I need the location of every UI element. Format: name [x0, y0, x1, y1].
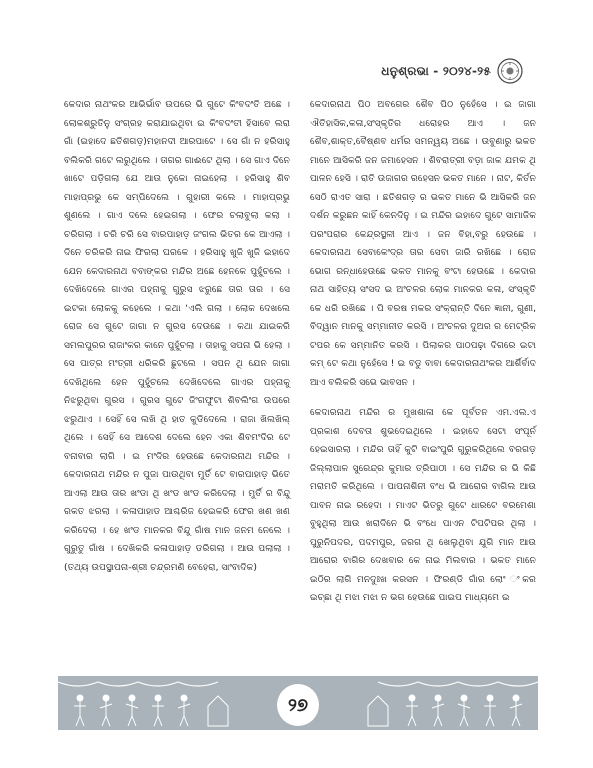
article-columns [64, 96, 536, 608]
right-paragraph: କେଦାରନାଥ ମନ୍ଦିର ର ମୁଖଶାଳା କେ ପୂର୍ବତନ ଏମ.ଏଲ.ଏ ପ୍ରକାଶ ଦେବତା ଶୁଭଦେଇଥିଲେ । ଇହାଦେ ସେଟା ସଂପୂର୍ନ ହେଇସାରଲା । ମନ୍ଦିର ତାହିଁ କୁଟି ବାଇଂପୁରି ଗୁରୁକରିଥିଲେ ବରଗଡ଼ ଜିଲ୍ଲାପାଳ ସୁରେନ୍ଦ୍ର କୁମାର ତ୍ରିପାଠୀ । ସେ ମନ୍ଦିର ର ଭି କିଛି ମରାମତି କରିଥିଲେ । ପାପନାଶିନୀ ବଂଧ ଭି ଆରୋର ବାଗିଲ ଆଉ ପାବନ ନାଇ ରହେଦା । ମାଏଟ ଭିତରୁ ଗୁଟେ ଧାରଟେ ବରମେଶା ବୁହୁଥିଲା ଆଉ ଖରାଦିନେ ଭି ବଂଧେ ପାଏନ ଟିପଟିପର ଥିଲା । ପୁରୁନିପଦର, ପଦମପୁର, ଜରଗ ଥି ଖେଲୁଥିବା ଯୁଗି ମାନ ଆଉ ଆରୋର ବାଗିର ଦେଖବାର କେ ନାଇ ମିଲବାର । ଭକତ ମାନେ ଇଠିର ଲାଗି ମନଦୁଃଖ କରସନ । ଫିରଣ୍ଡି ଗାଁର ଲୋଂ ଂକର ଇଚ୍ଛା ଥି ମଝା ମଝା ନ ଭଗ ହେଉଛେ ପାଇପ ମାଧ୍ୟମେ ଇ [310, 407, 536, 603]
right-paragraph: କେଦାରନାଥ ପିଠ ଅବଗେର ଶୈବ ପିଠ ନୁହେଁସେ । ଇ ଜାଗା ଐତିହାସିକ,କଳା,ସଂସ୍କୃତିର ଧରୋହର ଆଏ । ଜନ ଶୈବ,ଶାକ୍ତ,ବୈଷ୍ଣବ ଧର୍ମର ସମନ୍ୱୟ ଅଛେ । ଉବୁଣାରୁ ଭକତ ମାନେ ଆସିକରି ଜନ ଜମାହେସନ । ଶିବରାତ୍ରୀ ବଡ଼ା ଜାକ ଯମକ ଥି ପାଳନ ହେସି । ରାତି ଉଜାଗର ରହେସନ ଭକତ ମାନେ । ନାଟ, କିର୍ତନ ସେଠି ରାଏତ ସାରା । ଛତିଶଗଡ଼ ର ଭକତ ମାନେ ଭି ଆସିକରି ଜନ ଦର୍ଶନ କରୁଛନ କାହିଁ କେନଦିନୁ । ଇ ମନ୍ଦିର ଇହାଦେ ଗୁଟେ ସାମାଜିକ ପରଂପରାର କେନ୍ଦ୍ରସ୍ଥଳୀ ଆଏ । ଜନ ବିହା,ବରୁ ହେଉଛେ । କେଦାରନାଥ ସେବାକେଂଦ୍ର ତାର ସେବା ଜାରି ରଖିଛେ । ରୋଜ ଭୋଗ ରନ୍ଧାହେଉଛେ ଭକତ ମାନକୁ ବଂଟା ହେଉଛେ । କେଦାର ନାଥ ସାହିତ୍ୟ ସଂସଦ ଇ ଅଂଚଳର ଲୋକ ମାନକର କଳା, ସଂସ୍କୃତି କେ ଧରି ରଖିଛେ । ପି ବରଷ ମକର ସଂକ୍ରାନ୍ତି ଦିନେ ଜ୍ଞାନୀ, ଗୁଣୀ, ବିଦ୍ୱାନ ମାନକୁ ସମ୍ମାନୀତ କରସି । ଅଂଚଳର ଦୁଅର ର ମେଟ୍ରିକ ଟପର କେ ସମ୍ମାନିତ କରସି । ପିଲାକର ପାଠପଢ଼ା ଦିଗରେ ଇଟା କମ୍ ଟେ କଥା ନୁହେଁସେ ! ଇ ବଡୁ ବାବା କେଦାରନାଥଂକର ଆର୍ଶିର୍ବାଦ ଆଏ ବଲିକରି ସଭେ ଭାବସନ । [310, 99, 536, 388]
magazine-title: ଧନୁଶ୍ରଭା - ୨୦୨୪-୨୫ [381, 63, 491, 78]
left-paragraph: କେଦାର ନାଥଂକର ଆଭିର୍ଭାବ ଉପରେ ଭି ଗୁଟେ କିଂବଦଂତି ଅଛେ । ଲୋକଶ୍ରୁତିନୁ ସଂଗ୍ରହ କରାଯାଇଥିବା ଇ କିଂବଦଂତୀ ହିସାବେ ଲରା ଗାଁ (ଇହାଦେ ଛତିଶଗଡ଼)ମହାନଦୀ ଆରପାଟେ । ସେ ଗାଁ ନ ହରିସାହୁ ବଲିକରି ଗଟେ ଲରୁଥିଲେ । ତାଗର ଗାଈଟେ ଥିଲା । ସେ ଗାଏ ଦିନେ ଖାଟେ ପଡ଼ିଗଲା ଯେ ଆଉ ନୁକୋ ନାଇହେଲା । ହରିସାହୁ ଶିବ ମାହାପ୍ରଭୁ କେ ସମ୍ପିଦେଲେ । ଗୁହାରୀ କଲେ । ମାହାପ୍ରଭୁ ଶୁଣଲେ । ଗାଏ ଦଲେ ହେଇଗଲା । ଫେର ଚଲାବୁଲା କଲା । ଚରିଗଲା । ଚରି ଚରି ସେ ବାରପାହାଡ଼ ଜଂଗଲ ଭିତର କେ ଆଏଲା । ଦିନେ ଚରିକରି ନାଇ ଫିରଲା ଘରକେ । ହରିସାହୁ ଖୁଜି ଖୁଜି ଇହାଦେ ଯେନ କେଦାରନାଥ ବବାଙ୍କର ମନ୍ଦିର ଅଛେ ହେନକେ ପୁହୁଁଚଲେ । ଦେଖିଦେଲେ ଗାଏର ପହ୍ନାକୁ ଗୁରୁସ ଝରୁଛେ ତାର ତାର । ସେ ଇଟକା ଲୋକକୁ କହେଲେ । କଥା ‘ଏଲି ଗଲା । ଲୋକ ଦେଖଲେ ରୋଜ ସେ ଗୁଟେ ଜାଗା ନ ଗୁରସ ଦେଉଛେ । କଥା ଯାଇକରି ସମଲପୁରର ରାଜାଂକର କାନେ ପୁହୁଁଚଲା । ତାହାକୁ ସପନା ଭି ହେଲା । ସେ ପାତ୍ର ମଂତ୍ରୀ ଧରିକରି ଛୁଟଲେ । ସପନ ଥି ଯେନ ଜାଗା ଦେଖିଥିଲେ ହେନ ପୁହୁଁଚଲେ ଦେଖିଦେଲେ ଗାଏର ପହ୍ନାକୁ ନିଝରୁଥିବା ଗୁରସ । ଗୁରସ ଗୁଟେ ଜିଂଗଫୁଟା ଶିବଲିଂଗ ଉପରେ ଝରୁଥାଏ । ସେହିଁ ସେ ଲଖି ଥି ହାତ କୁଡିଦେଲେ । ରାଜା ଖିଲଖିଲ୍ ଥିଲେ । ସେହିଁ ସେ ଆଦେଶ ଦେଲେ ହେନ ଏକା ଶିବମଂଦିର ଟେ ବନାବାର ଲାଗି । ଇ ମଂଦିର ହେଉଛେ କେଦାରନାଥ ମନ୍ଦିର ।କେଦାରନାଥ ମନ୍ଦିର ନ ପୁଜା ପାଉଥିବା ମୁର୍ତି ଟେ ବାରପାହାଡ଼ ଭିତେ ଆଏଲା ଆଉ ତାର ଖଂଡା ଥି ଖଂଡ ଖଂଡ କରିଦେଲା । ମୁର୍ତି ର ବିନ୍ଦୁ ରକତ ଝରଲା । କଳାପାହାଡ ଆଶ୍ଚରିଜ ହେଇକରି ଫେର ଖଣ ଖଣ କରିଦେଲା । ହେ ଖଂଡ ମାନକର ବିନ୍ଦୁ ଗାଁଷ ମାନ ଜନମ ନେଲେ । ଗୁରୁତୁ ଗାଁଷ । ଦେଖିକରି କଳାପାହାଡ଼ ଡରିଗଲା । ଆଉ ପଲାଲା । (ତଥ୍ୟ ଉପସ୍ଥାପନା-ଶ୍ରୀ ଚନ୍ଦ୍ରମଣି ବେହେରା, ସାଂବାଦିକ) [64, 99, 290, 573]
decorative-footer-band [58, 676, 538, 730]
page-number: ୨୭ [277, 684, 319, 726]
right-column [310, 96, 536, 608]
page-header [381, 58, 523, 84]
circular-seal-icon [497, 58, 523, 84]
left-column [64, 96, 290, 608]
